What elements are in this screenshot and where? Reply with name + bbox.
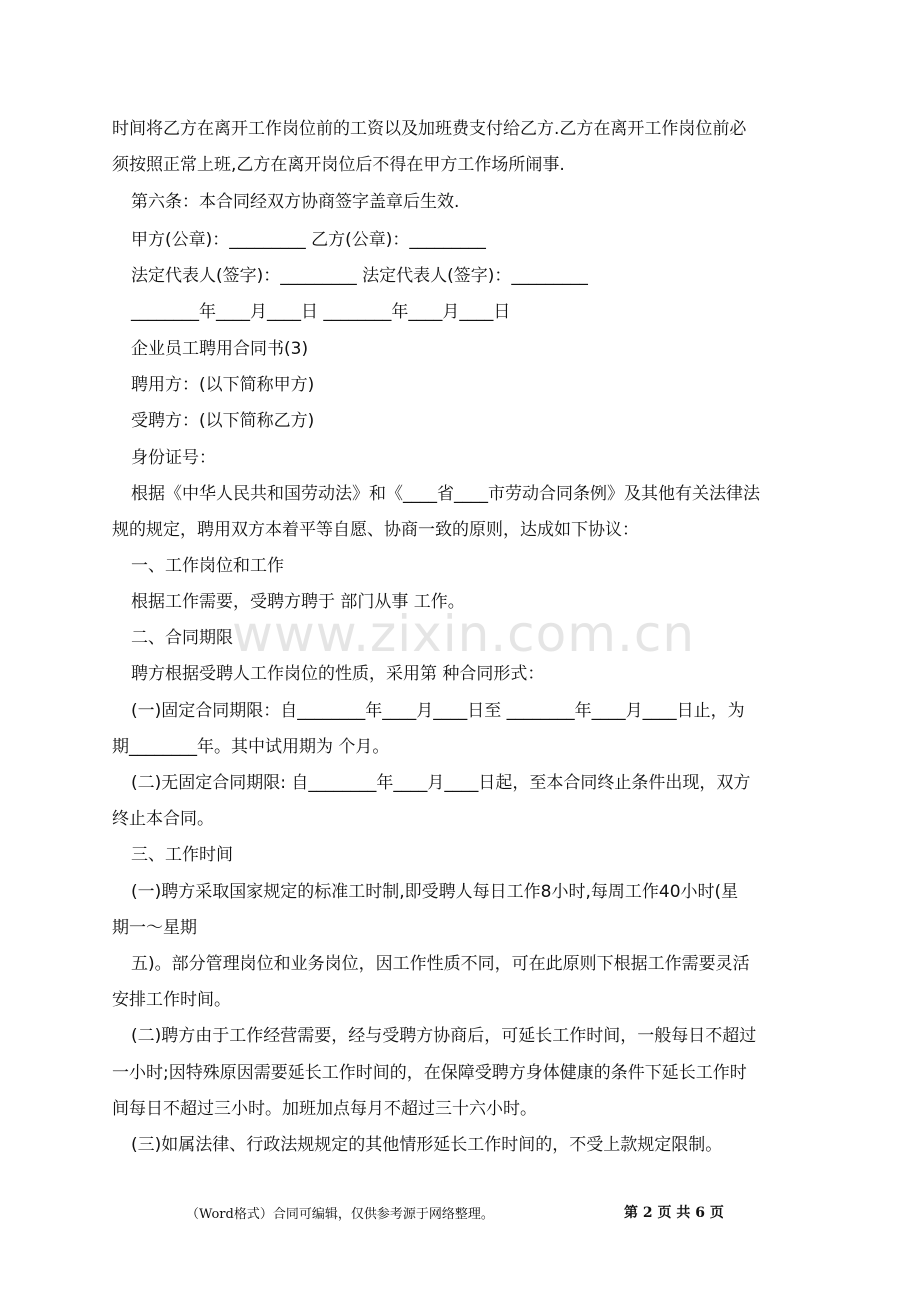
date-line: ________年____月____日 ________年____月____日 (131, 302, 511, 322)
body-line: (二)聘方由于工作经营需要，经与受聘方协商后，可延长工作时间，一般每日不超过 (131, 1026, 757, 1046)
signature-line: 法定代表人(签字)：_________ 法定代表人(签字)：_________ (131, 266, 588, 286)
article-six: 第六条：本合同经双方协商签字盖章后生效. (131, 192, 460, 212)
body-line: 根据工作需要，受聘方聘于 部门从事 工作。 (131, 592, 465, 612)
body-line: (二)无固定合同期限: 自________年____月____日起，至本合同终止条件出现，双方 (131, 773, 751, 793)
contract-title: 企业员工聘用合同书(3) (131, 339, 309, 359)
body-line: 间每日不超过三小时。加班加点每月不超过三十六小时。 (112, 1099, 537, 1119)
body-line: 五)。部分管理岗位和业务岗位，因工作性质不同，可在此原则下根据工作需要灵活 (131, 954, 750, 974)
body-line: (一)聘方采取国家规定的标准工时制,即受聘人每日工作8小时,每周工作40小时(星 (131, 882, 739, 902)
body-line: 须按照正常上班,乙方在离开岗位后不得在甲方工作场所闹事. (112, 155, 565, 175)
body-line: 一小时;因特殊原因需要延长工作时间的，在保障受聘方身体健康的条件下延长工作时 (112, 1063, 747, 1083)
employee-line: 受聘方：(以下简称乙方) (131, 411, 315, 431)
footer-note: （Word格式）合同可编辑，仅供参考源于网络整理。 (186, 1207, 494, 1222)
body-line: 终止本合同。 (112, 809, 214, 829)
employer-line: 聘用方：(以下简称甲方) (131, 375, 315, 395)
watermark: www.zixin.com.cn (232, 605, 696, 663)
seal-line: 甲方(公章)：_________ 乙方(公章)：_________ (131, 230, 486, 250)
body-line: 规的规定，聘用双方本着平等自愿、协商一致的原则，达成如下协议： (112, 520, 639, 540)
page-number: 第 2 页 共 6 页 (624, 1205, 724, 1221)
body-line: 期________年。其中试用期为 个月。 (112, 737, 390, 757)
body-line: 时间将乙方在离开工作岗位前的工资以及加班费支付给乙方.乙方在离开工作岗位前必 (112, 119, 747, 139)
body-line: 根据《中华人民共和国劳动法》和《____省____市劳动合同条例》及其他有关法律法 (131, 484, 760, 504)
id-number-line: 身份证号： (131, 448, 216, 468)
body-line: 期一～星期 (112, 918, 197, 938)
body-line: (一)固定合同期限：自________年____月____日至 ________年____月____日止，为 (131, 701, 745, 721)
section-heading: 二、合同期限 (131, 628, 233, 648)
section-heading: 一、工作岗位和工作 (131, 556, 284, 576)
body-line: (三)如属法律、行政法规规定的其他情形延长工作时间的，不受上款规定限制。 (131, 1135, 723, 1155)
section-heading: 三、工作时间 (131, 845, 233, 865)
body-line: 聘方根据受聘人工作岗位的性质，采用第 种合同形式： (131, 664, 545, 684)
body-line: 安排工作时间。 (112, 990, 231, 1010)
